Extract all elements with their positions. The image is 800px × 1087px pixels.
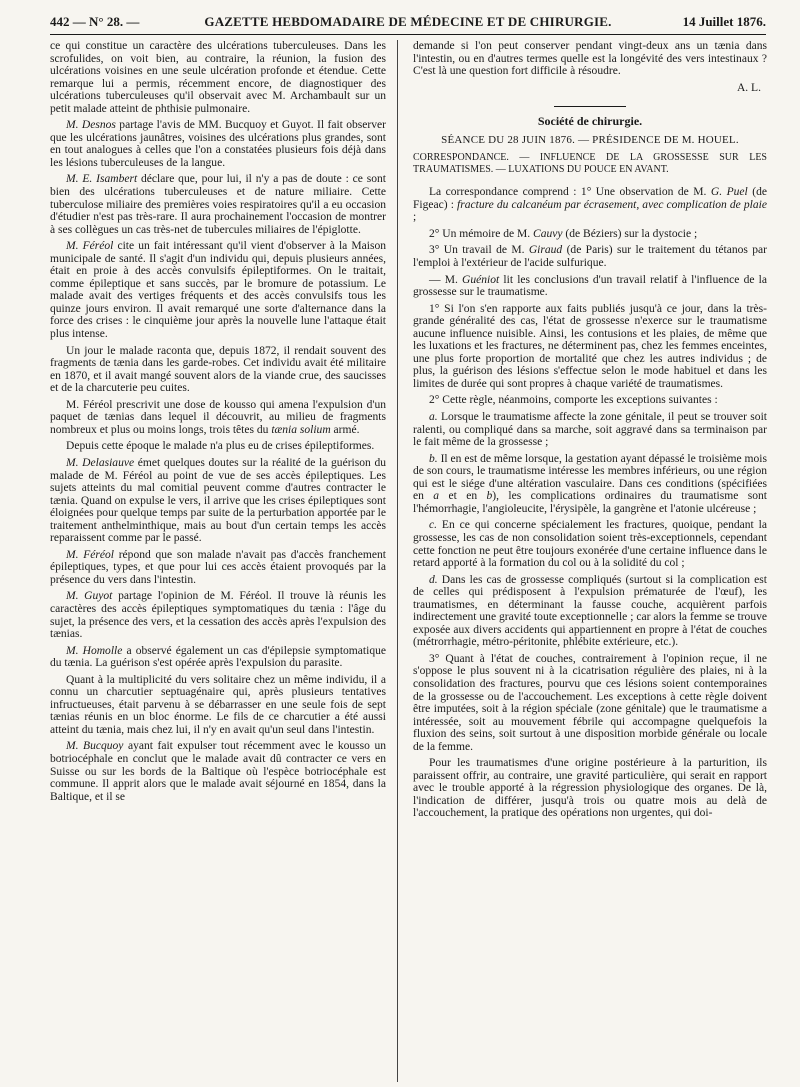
paragraph: Depuis cette époque le malade n'a plus eu de crises épileptiformes. xyxy=(66,440,375,453)
paragraph: 3° Quant à l'état de couches, contrairement à l'opinion reçue, il ne s'oppose le plus souvent ni à la cicatrisation régulière des plaies, ni à la consolidation des fractures, pourvu que ces lésions soient contemporaines de la grossesse ou de l'accouchement. Les exceptions à cette règle doivent être imputées, soit à la région spéciale (zone génitale) que le traumatisme a intéressée, soit au mouvement fébrile qui accompagne quelquefois la fluxion des seins, soit surtout à une disposition morbide générale ou locale de la femme. xyxy=(413,652,767,753)
section-title: Société de chirurgie. xyxy=(537,114,643,129)
page-number: 442 — N° 28. — xyxy=(50,14,140,29)
paragraph: La correspondance comprend : 1° Une observation de M. G. Puel (de Figeac) : fracture du calcanéum par écrasement, avec complication de plaie ; xyxy=(413,186,767,224)
paragraph: ce qui constitue un caractère des ulcérations tuberculeuses. Dans les scrofulides, on voit bien, au contraire, la réunion, la fusion des ulcérations voisines en une seule ulcération profonde et étendue. Cette remarque lui a permis, récemment encore, de diagnostiquer des ulcérations tuberculeuses qu'il observait avec M. Archambault sur un petit malade atteint de phthisie pulmonaire. xyxy=(50,40,386,115)
paragraph: a. Lorsque le traumatisme affecte la zone génitale, il peut se trouver soit ralenti, ou compliqué dans sa marche, soit aggravé dans sa terminaison par le fait même de la grossesse ; xyxy=(413,411,767,449)
paragraph: — M. Guéniot lit les conclusions d'un travail relatif à l'influence de la grossesse sur le traumatisme. xyxy=(413,273,767,299)
paragraph: M. Homolle a observé également un cas d'épilepsie symptomatique du tænia. La guérison s'est opérée après l'expulsion du parasite. xyxy=(50,644,386,670)
paragraph: d. Dans les cas de grossesse compliqués (surtout si la complication est de celles qui prédisposent à l'expulsion prématurée de l'œuf), les traumatismes, en déterminant la fausse couche, acquièrent parfois indirectement une gravité toute exceptionnelle ; car alors la femme se trouve exposée aux divers accidents qui appartiennent en propre à l'état de couches (métrorrhagie, métro-péritonite, phlébite extérieure, etc.). xyxy=(413,573,767,649)
paragraph: c. En ce qui concerne spécialement les fractures, quoique, pendant la grossesse, les cas de non consolidation soient très-exceptionnels, cependant cette fonction ne peut être toujours exonérée d'une certaine influence dans le retard apporté à la formation du col ou à la solidité du col ; xyxy=(413,519,767,570)
paragraph: M. Delasiauve émet quelques doutes sur la réalité de la guérison du malade de M. Féréol au point de vue de ses accès épileptiques. Les sujets atteints du mal comitial peuvent comme d'autres contracter le tænia. Quand on expulse le vers, il arrive que les crises épileptiques sont éloignées pour quelque temps par suite de la perturbation apportée par le traitement anthelminthique, mais au bout d'un certain temps les accès reparaissent comme par le passé. xyxy=(50,456,386,545)
left-column xyxy=(50,40,386,1082)
paragraph: M. Féréol répond que son malade n'avait pas d'accès franchement épileptiques, types, et que pour lui ces accès étaient provoqués par la présence du vers dans l'intestin. xyxy=(50,548,386,586)
right-column xyxy=(413,40,767,1082)
paragraph: 3° Un travail de M. Giraud (de Paris) sur le traitement du tétanos par l'emploi à l'extérieur de l'acide sulfurique. xyxy=(413,244,767,270)
paragraph: demande si l'on peut conserver pendant vingt-deux ans un tænia dans l'intestin, ou en d'autres termes quelle est la longévité des vers intestinaux ? C'est là une question fort difficile à résoudre. xyxy=(413,40,767,78)
paragraph: 2° Un mémoire de M. Cauvy (de Béziers) sur la dystocie ; xyxy=(429,227,698,240)
paragraph: M. Féréol prescrivit une dose de kousso qui amena l'expulsion d'un paquet de tænias dans lequel il découvrit, au milieu de fragments nombreux et plus ou moins longs, trois têtes du tænia solium armé. xyxy=(50,398,386,436)
paragraph: 2° Cette règle, néanmoins, comporte les exceptions suivantes : xyxy=(429,394,718,407)
paragraph: M. Guyot partage l'opinion de M. Féréol. Il trouve là réunis les caractères des accès épileptiques symptomatiques du tænia : l'âge du sujet, la présence des vers, et la cessation des accès après l'expulsion des tænias. xyxy=(50,590,386,641)
session-summary: CORRESPONDANCE. — INFLUENCE DE LA GROSSESSE SUR LES TRAUMATISMES. — LUXATIONS DU POUCE EN AVANT. xyxy=(413,152,767,176)
paragraph: b. Il en est de même lorsque, la gestation ayant dépassé le troisième mois de son cours, le traumatisme intéresse les membres inférieurs, ou une région qui est le siége d'une altération vasculaire. Dans ces conditions (spécifiées en a et en b), les complications ordinaires du traumatisme sont l'hémorrhagie, l'angioleucite, l'érysipèle, la gangrène et l'atonie ulcéreuse ; xyxy=(413,452,767,515)
author-signature: A. L. xyxy=(736,81,761,94)
paragraph: M. Féréol cite un fait intéressant qu'il vient d'observer à la Maison municipale de santé. Il s'agit d'un individu qui, depuis plusieurs années, était en proie à des accès convulsifs épileptiformes. On le traitait, comme épileptique et sans succès, par le bromure de potassium. Le malade avait des vertiges fréquents et des accès convulsifs tous les quinze jours environ. Il avait remarqué une sorte d'alternance dans la force des crises : le cinquième jour après la nouvelle lune l'attaque était plus intense. xyxy=(50,240,386,341)
journal-title: GAZETTE HEBDOMADAIRE DE MÉDECINE ET DE CHIRURGIE. xyxy=(204,14,612,29)
paragraph: M. Desnos partage l'avis de MM. Bucquoy et Guyot. Il fait observer que les ulcérations jaunâtres, voisines des ulcérations plus grandes, sont en tout analogues à celles que l'on a constatées plusieurs fois déjà dans les lésions tuberculeuses de la langue. xyxy=(50,119,386,169)
issue-date: 14 Juillet 1876. xyxy=(682,14,766,29)
paragraph: Un jour le malade raconta que, depuis 1872, il rendait souvent des fragments de tænia dans les garde-robes. Cet individu avait été militaire en 1870, et il avait mangé souvent alors de la viande crue, des saucisses et de la charcuterie peu cuites. xyxy=(50,344,386,395)
section-separator xyxy=(554,106,626,107)
paragraph: Pour les traumatismes d'une origine postérieure à la parturition, ils paraissent offrir, au contraire, une gravité particulière, qui serait en rapport avec le trouble apporté à la régression physiologique des organes. De là, l'indication de différer, jusqu'à trois ou quatre mois au delà de l'accouchement, la pratique des opérations non urgentes, qui doi- xyxy=(413,757,767,820)
column-divider xyxy=(397,40,398,1082)
paragraph: Quant à la multiplicité du vers solitaire chez un même individu, il a connu un charcutier septuagénaire qui, après plusieurs tentatives infructueuses, était parvenu à se débarrasser en une seule fois de sept tænias réunis en un bloc énorme. Le fils de ce charcutier a été aussi atteint du tænia, mais chez lui, il n'y en avait qu'un seul dans l'intestin. xyxy=(50,673,386,736)
paragraph: M. Bucquoy ayant fait expulser tout récemment avec le kousso un botriocéphale en conclut que le malade avait dû contracter ce vers en Suisse ou sur les bords de la Baltique où l'espèce botriocéphale est commune. Il apprit alors que le malade avait séjourné en 1854, dans la Baltique, et il se xyxy=(50,740,386,803)
paragraph: 1° Si l'on s'en rapporte aux faits publiés jusqu'à ce jour, dans la très-grande généralité des cas, l'état de grossesse n'exerce sur le traumatisme aucune influence nuisible. Ainsi, les contusions et les plaies, de même que les luxations et les fractures, ne déterminent pas, chez les femmes enceintes, une plus forte proportion de mortalité que chez les autres individus ; de plus, la guérison des lésions s'effectue selon le mode habituel et dans les limites de durée qui sont propres à chaque variété de traumatismes. xyxy=(413,302,767,390)
session-line: SÉANCE DU 28 JUIN 1876. — PRÉSIDENCE DE M. HOUEL. xyxy=(441,133,739,146)
paragraph: M. E. Isambert déclare que, pour lui, il n'y a pas de doute : ce sont bien des ulcérations tuberculeuses et de nature miliaire. Cette tuberculose miliaire des premières voies respiratoires qu'il a eu occasion d'étudier n'est pas très-rare. Il aura prochainement l'occasion de montrer à ses collègues un cas très-net de tubercules miliaires de l'épiglotte. xyxy=(50,173,386,236)
running-header xyxy=(50,8,766,35)
